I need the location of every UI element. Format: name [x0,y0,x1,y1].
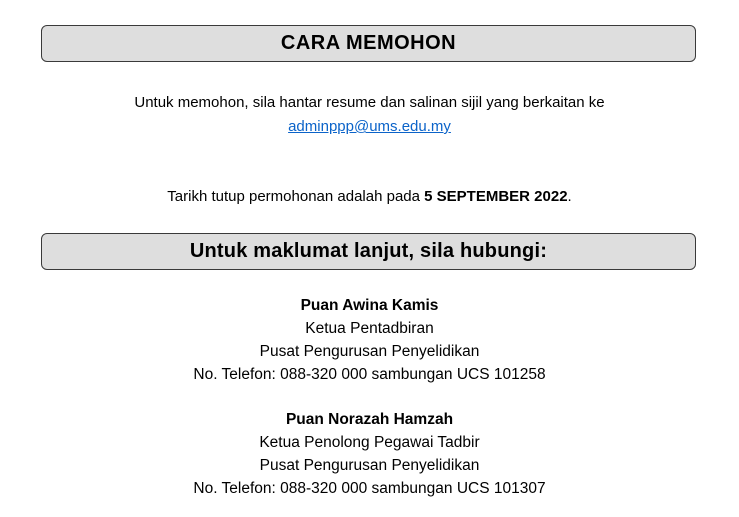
apply-heading: CARA MEMOHON [280,32,457,54]
email-line [0,117,739,137]
deadline-line [0,187,739,207]
contact-block-1 [0,294,739,386]
deadline-suffix: . [567,188,572,205]
contact-department: Pusat Pengurusan Penyelidikan [259,343,480,360]
contact-heading-banner [41,233,696,270]
contact-phone: No. Telefon: 088-320 000 sambungan UCS 101307 [193,480,546,497]
apply-instruction: Untuk memohon, sila hantar resume dan salinan sijil yang berkaitan ke [134,94,605,111]
contact-position: Ketua Pentadbiran [305,320,434,337]
contact-name: Puan Awina Kamis [300,297,439,314]
deadline-date: 5 SEPTEMBER 2022 [424,188,568,205]
contact-phone: No. Telefon: 088-320 000 sambungan UCS 101258 [193,366,546,383]
contact-position: Ketua Penolong Pegawai Tadbir [259,434,480,451]
apply-heading-banner [41,25,696,62]
deadline-prefix: Tarikh tutup permohonan adalah pada [167,188,425,205]
contact-block-2 [0,408,739,500]
email-link[interactable]: adminppp@ums.edu.my [288,118,451,135]
contact-name: Puan Norazah Hamzah [285,411,454,428]
contact-heading: Untuk maklumat lanjut, sila hubungi: [189,240,548,262]
contact-department: Pusat Pengurusan Penyelidikan [259,457,480,474]
